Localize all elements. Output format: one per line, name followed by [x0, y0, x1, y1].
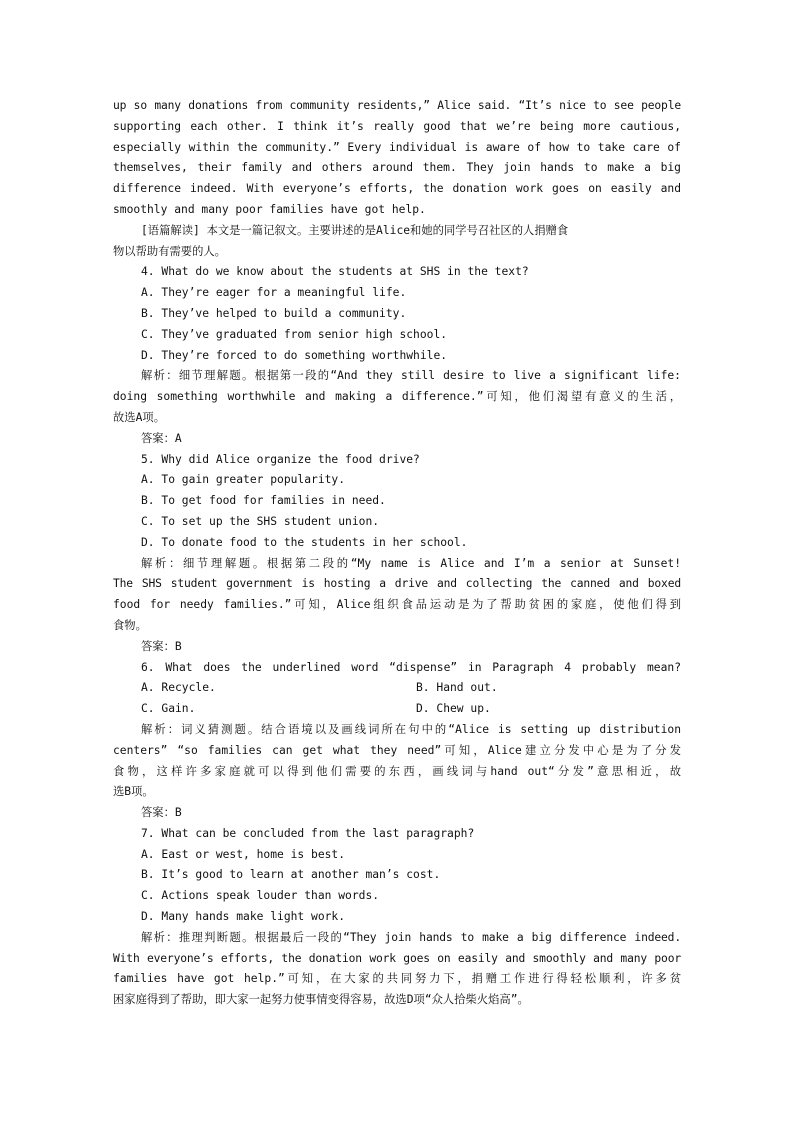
passage-line: especially within the community.” Every individual is aware of how to take care of	[113, 140, 681, 154]
answer-option: C. Actions speak louder than words.	[141, 889, 380, 903]
answer-option: D. To donate food to the students in her school.	[141, 535, 468, 549]
answer-option: D. Chew up.	[416, 702, 491, 716]
answer-option: C. They’ve graduated from senior high school.	[141, 327, 448, 341]
analysis-line: The SHS student government is hosting a drive and collecting the canned and boxed	[113, 577, 681, 591]
analysis-line: doing something worthwhile and making a difference.”可知，他们渴望有意义的生活，	[113, 390, 681, 404]
question-stem: 7. What can be concluded from the last paragraph?	[141, 826, 475, 840]
passage	[113, 96, 681, 221]
answer-option: B. It’s good to learn at another man’s cost.	[141, 868, 441, 882]
question-4	[113, 262, 681, 449]
analysis-line: With everyone’s efforts, the donation work goes on easily and smoothly and many poor	[113, 951, 681, 965]
question-6	[113, 658, 681, 824]
question-stem: 5. Why did Alice organize the food drive?	[141, 452, 420, 466]
answer-option: C. Gain.	[141, 702, 196, 716]
question-5	[113, 450, 681, 658]
analysis-line: 解析：细节理解题。根据第二段的“My name is Alice and I’m a senior at Sunset!	[141, 556, 681, 570]
answer-option: A. They’re eager for a meaningful life.	[141, 286, 407, 300]
analysis-line: food for needy families.”可知，Alice组织食品运动是为了帮助贫困的家庭，使他们得到	[113, 598, 681, 612]
answer-option: D. They’re forced to do something worthwhile.	[141, 348, 448, 362]
question-stem: 6. What does the underlined word “dispense” in Paragraph 4 probably mean?	[141, 660, 681, 674]
document-page	[113, 96, 681, 1011]
answer-option: A. Recycle.	[141, 681, 216, 695]
analysis-line: centers” “so families can get what they need”可知，Alice建立分发中心是为了分发	[113, 743, 681, 757]
question-7	[113, 824, 681, 1011]
answer-key: 答案：B	[141, 639, 182, 653]
answer-option: D. Many hands make light work.	[141, 910, 346, 924]
passage-line: smoothly and many poor families have got help.	[113, 202, 426, 216]
question-stem: 4. What do we know about the students at SHS in the text?	[141, 265, 529, 279]
answer-option: A. East or west, home is best.	[141, 847, 346, 861]
passage-line: supporting each other. I think it’s really good that we’re being more cautious,	[113, 119, 681, 133]
analysis-line: 选B项。	[113, 785, 154, 799]
analysis-line: 解析：细节理解题。根据第一段的“And they still desire to live a significant life:	[141, 369, 681, 383]
analysis-line: families have got help.”可知，在大家的共同努力下，捐赠工作进行得轻松顺利，许多贫	[113, 972, 681, 986]
analysis-line: 食物。	[113, 618, 147, 632]
analysis-line: 困家庭得到了帮助，即大家一起努力使事情变得容易，故选D项“众人拾柴火焰高”。	[113, 993, 529, 1007]
answer-key: 答案：B	[141, 806, 182, 820]
answer-key: 答案：A	[141, 431, 182, 445]
analysis-line: 食物，这样许多家庭就可以得到他们需要的东西，画线词与hand out“分发”意思相近，故	[113, 764, 681, 778]
reading-note	[113, 221, 681, 263]
passage-line: up so many donations from community residents,” Alice said. “It’s nice to see people	[113, 99, 681, 112]
answer-option: C. To set up the SHS student union.	[141, 514, 380, 528]
reading-note-line: [语篇解读] 本文是一篇记叙文。主要讲述的是Alice和她的同学号召社区的人捐赠食	[141, 223, 569, 237]
answer-option: B. They’ve helped to build a community.	[141, 306, 407, 320]
analysis-line: 解析：推理判断题。根据最后一段的“They join hands to make a big difference indeed.	[141, 930, 681, 944]
answer-option: B. To get food for families in need.	[141, 494, 386, 508]
answer-option: A. To gain greater popularity.	[141, 473, 346, 487]
analysis-line: 故选A项。	[113, 410, 165, 424]
answer-option-row	[113, 678, 681, 699]
reading-note-line: 物以帮助有需要的人。	[113, 244, 226, 258]
answer-option-row	[113, 699, 681, 720]
answer-option: B. Hand out.	[416, 681, 498, 695]
passage-line: themselves, their family and others around them. They join hands to make a big	[113, 161, 681, 175]
analysis-line: 解析：词义猜测题。结合语境以及画线词所在句中的“Alice is setting up distribution	[141, 722, 681, 736]
passage-line: difference indeed. With everyone’s efforts, the donation work goes on easily and	[113, 182, 681, 196]
